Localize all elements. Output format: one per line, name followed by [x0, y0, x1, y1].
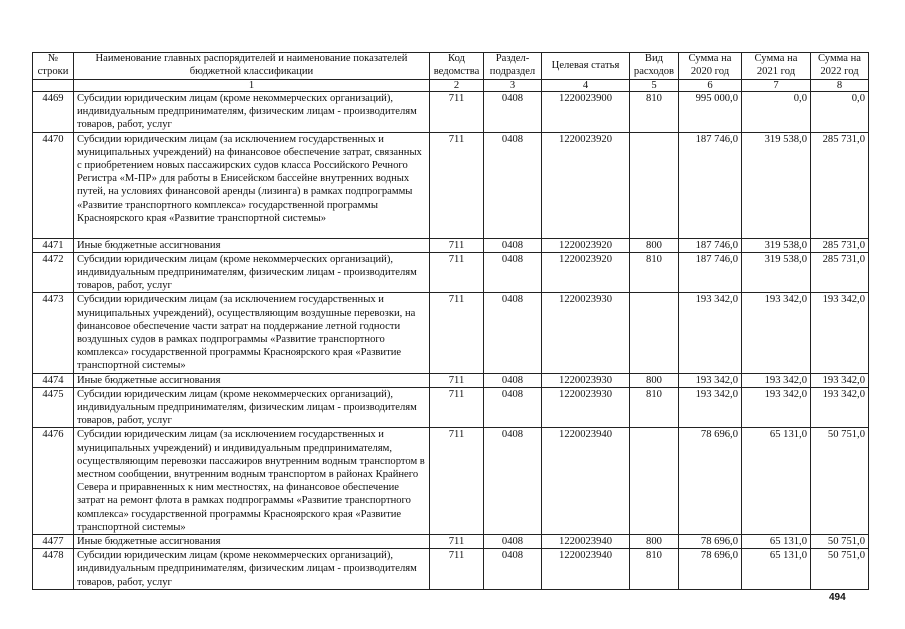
- cell-name: Иные бюджетные ассигнования: [74, 535, 430, 549]
- header-vr: Вид расходов: [630, 53, 679, 80]
- cell-row-number: 4476: [33, 428, 74, 535]
- cell-name: Иные бюджетные ассигнования: [74, 373, 430, 387]
- cell-s2022: 193 342,0: [811, 387, 869, 428]
- cell-s2022: 50 751,0: [811, 535, 869, 549]
- table-row: [33, 549, 869, 590]
- cell-razd: 0408: [484, 535, 542, 549]
- header-cs: Целевая статья: [542, 53, 630, 80]
- cell-s2020: 78 696,0: [679, 549, 742, 590]
- header-row-number: № строки: [33, 53, 74, 80]
- cell-s2020: 995 000,0: [679, 92, 742, 133]
- cell-razd: 0408: [484, 238, 542, 252]
- cell-ved: 711: [430, 238, 484, 252]
- header-ved: Код ведомства: [430, 53, 484, 80]
- cell-ved: 711: [430, 387, 484, 428]
- cell-razd: 0408: [484, 373, 542, 387]
- cell-vr: 810: [630, 252, 679, 293]
- table-row: [33, 252, 869, 293]
- cell-vr: 810: [630, 387, 679, 428]
- cell-cs: 1220023920: [542, 132, 630, 238]
- cell-s2021: 319 538,0: [742, 238, 811, 252]
- cell-vr: 800: [630, 373, 679, 387]
- header-row: [33, 53, 869, 80]
- cell-s2020: 78 696,0: [679, 535, 742, 549]
- cell-s2022: 285 731,0: [811, 238, 869, 252]
- header-index: [33, 80, 74, 92]
- cell-s2022: 0,0: [811, 92, 869, 133]
- cell-name: Субсидии юридическим лицам (за исключением государственных и муниципальных учреждений) на финансовое обеспечение затрат, связанных с приобретением новых пассажирских судов класса Российского Речного Регистра «М-ПР» для работы в Енисейском бассейне внутренних водных путей, на условиях финансовой аренды (лизинга) в рамках подпрограммы «Развитие транспортного комплекса» государственной программы Красноярского края «Развитие транспортной системы»: [74, 132, 430, 238]
- cell-vr: 800: [630, 535, 679, 549]
- header-index: 3: [484, 80, 542, 92]
- table-row: [33, 293, 869, 373]
- cell-s2020: 187 746,0: [679, 132, 742, 238]
- cell-ved: 711: [430, 428, 484, 535]
- header-s2021: Сумма на 2021 год: [742, 53, 811, 80]
- header-index: 4: [542, 80, 630, 92]
- cell-cs: 1220023940: [542, 549, 630, 590]
- cell-s2021: 193 342,0: [742, 293, 811, 373]
- cell-vr: 810: [630, 92, 679, 133]
- cell-razd: 0408: [484, 428, 542, 535]
- header-index: 2: [430, 80, 484, 92]
- cell-s2020: 193 342,0: [679, 387, 742, 428]
- cell-cs: 1220023930: [542, 387, 630, 428]
- cell-cs: 1220023930: [542, 293, 630, 373]
- cell-s2021: 319 538,0: [742, 132, 811, 238]
- cell-ved: 711: [430, 252, 484, 293]
- cell-name: Субсидии юридическим лицам (кроме некоммерческих организаций), индивидуальным предпринимателям, физическим лицам - производителям товаров, работ, услуг: [74, 252, 430, 293]
- cell-name: Субсидии юридическим лицам (кроме некоммерческих организаций), индивидуальным предпринимателям, физическим лицам - производителям товаров, работ, услуг: [74, 549, 430, 590]
- cell-ved: 711: [430, 549, 484, 590]
- cell-vr: 810: [630, 549, 679, 590]
- cell-ved: 711: [430, 535, 484, 549]
- cell-row-number: 4474: [33, 373, 74, 387]
- table-row: [33, 238, 869, 252]
- page-number: 494: [829, 592, 846, 603]
- budget-table: [32, 52, 869, 590]
- cell-row-number: 4477: [33, 535, 74, 549]
- cell-s2021: 65 131,0: [742, 535, 811, 549]
- cell-vr: 800: [630, 238, 679, 252]
- cell-razd: 0408: [484, 549, 542, 590]
- cell-cs: 1220023920: [542, 238, 630, 252]
- cell-name: Субсидии юридическим лицам (за исключением государственных и муниципальных учреждений), осуществляющим воздушные перевозки, на финансовое обеспечение части затрат на поддержание летной годности воздушных судов в рамках подпрограммы «Развитие транспортного комплекса» государственной программы Красноярского края «Развитие транспортной системы»: [74, 293, 430, 373]
- cell-cs: 1220023940: [542, 535, 630, 549]
- cell-row-number: 4478: [33, 549, 74, 590]
- cell-row-number: 4475: [33, 387, 74, 428]
- cell-row-number: 4470: [33, 132, 74, 238]
- cell-s2020: 78 696,0: [679, 428, 742, 535]
- cell-s2022: 285 731,0: [811, 252, 869, 293]
- cell-name: Субсидии юридическим лицам (кроме некоммерческих организаций), индивидуальным предпринимателям, физическим лицам - производителям товаров, работ, услуг: [74, 387, 430, 428]
- table-row: [33, 132, 869, 238]
- cell-s2020: 187 746,0: [679, 238, 742, 252]
- cell-ved: 711: [430, 132, 484, 238]
- cell-vr: [630, 132, 679, 238]
- cell-s2022: 285 731,0: [811, 132, 869, 238]
- cell-razd: 0408: [484, 252, 542, 293]
- header-name: Наименование главных распорядителей и наименование показателей бюджетной классификации: [74, 53, 430, 80]
- budget-body: [33, 92, 869, 590]
- table-row: [33, 428, 869, 535]
- cell-razd: 0408: [484, 132, 542, 238]
- cell-vr: [630, 293, 679, 373]
- cell-s2021: 0,0: [742, 92, 811, 133]
- cell-row-number: 4471: [33, 238, 74, 252]
- cell-cs: 1220023920: [542, 252, 630, 293]
- cell-razd: 0408: [484, 293, 542, 373]
- cell-s2022: 193 342,0: [811, 373, 869, 387]
- cell-razd: 0408: [484, 387, 542, 428]
- cell-ved: 711: [430, 373, 484, 387]
- table-row: [33, 373, 869, 387]
- cell-row-number: 4473: [33, 293, 74, 373]
- budget-sheet: [32, 52, 869, 590]
- header-s2020: Сумма на 2020 год: [679, 53, 742, 80]
- cell-s2021: 65 131,0: [742, 549, 811, 590]
- table-row: [33, 535, 869, 549]
- cell-s2021: 319 538,0: [742, 252, 811, 293]
- cell-s2020: 193 342,0: [679, 293, 742, 373]
- header-s2022: Сумма на 2022 год: [811, 53, 869, 80]
- cell-cs: 1220023940: [542, 428, 630, 535]
- header-index: 6: [679, 80, 742, 92]
- cell-razd: 0408: [484, 92, 542, 133]
- header-index: 5: [630, 80, 679, 92]
- cell-cs: 1220023930: [542, 373, 630, 387]
- header-index: 1: [74, 80, 430, 92]
- header-razd: Раздел-подраздел: [484, 53, 542, 80]
- cell-s2022: 50 751,0: [811, 549, 869, 590]
- cell-s2020: 187 746,0: [679, 252, 742, 293]
- cell-cs: 1220023900: [542, 92, 630, 133]
- header-index: 8: [811, 80, 869, 92]
- cell-s2021: 65 131,0: [742, 428, 811, 535]
- cell-vr: [630, 428, 679, 535]
- cell-name: Иные бюджетные ассигнования: [74, 238, 430, 252]
- cell-s2021: 193 342,0: [742, 387, 811, 428]
- cell-s2022: 193 342,0: [811, 293, 869, 373]
- cell-ved: 711: [430, 92, 484, 133]
- cell-name: Субсидии юридическим лицам (за исключением государственных и муниципальных учреждений) и индивидуальным предпринимателям, осуществляющим перевозки пассажиров внутренним водным транспортом в местном сообщении, внутренним водным транспортом в районах Крайнего Севера и приравненных к ним местностях, на финансовое обеспечение затрат на ремонт флота в рамках подпрограммы «Развитие транспортного комплекса» государственной программы Красноярского края «Развитие транспортной системы»: [74, 428, 430, 535]
- cell-row-number: 4469: [33, 92, 74, 133]
- cell-row-number: 4472: [33, 252, 74, 293]
- cell-s2022: 50 751,0: [811, 428, 869, 535]
- table-row: [33, 92, 869, 133]
- cell-ved: 711: [430, 293, 484, 373]
- header-index-row: [33, 80, 869, 92]
- cell-s2021: 193 342,0: [742, 373, 811, 387]
- cell-s2020: 193 342,0: [679, 373, 742, 387]
- cell-name: Субсидии юридическим лицам (кроме некоммерческих организаций), индивидуальным предпринимателям, физическим лицам - производителям товаров, работ, услуг: [74, 92, 430, 133]
- table-row: [33, 387, 869, 428]
- header-index: 7: [742, 80, 811, 92]
